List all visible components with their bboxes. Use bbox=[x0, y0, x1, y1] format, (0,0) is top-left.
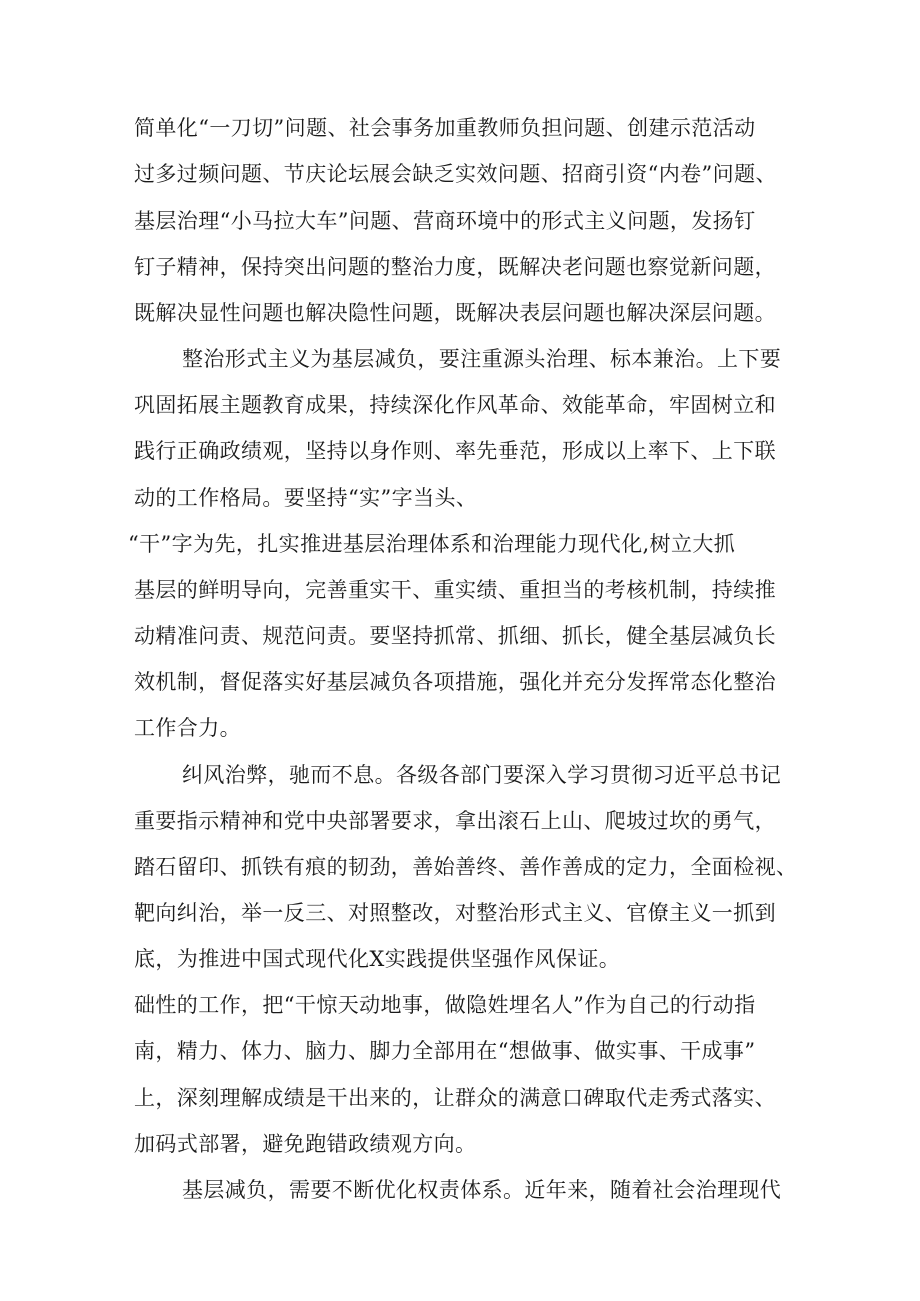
paragraph-start-line: 纠风治弊，驰而不息。各级各部门要深入学习贯彻习近平总书记 bbox=[182, 763, 782, 787]
text-line: 靶向纠治，举一反三、对照整改，对整治形式主义、官僚主义一抓到 bbox=[134, 901, 776, 925]
text-line: 南，精力、体力、脑力、脚力全部用在“想做事、做实事、干成事” bbox=[134, 1039, 756, 1063]
text-line: “干”字为先，扎实推进基层治理体系和治理能力现代化,树立大抓 bbox=[128, 532, 736, 556]
paragraph-start-line: 整治形式主义为基层减负，要注重源头治理、标本兼治。上下要 bbox=[182, 347, 782, 371]
text-line: 过多过频问题、节庆论坛展会缺乏实效问题、招商引资“内卷”问题、 bbox=[134, 162, 777, 186]
text-line: 动的工作格局。要坚持“实”字当头、 bbox=[134, 486, 478, 510]
text-line: 动精准问责、规范问责。要坚持抓常、抓细、抓长，健全基层减负长 bbox=[134, 624, 776, 648]
text-line: 基层的鲜明导向，完善重实干、重实绩、重担当的考核机制，持续推 bbox=[134, 578, 776, 602]
text-line: 上，深刻理解成绩是干出来的，让群众的满意口碑取代走秀式落实、 bbox=[134, 1086, 776, 1110]
paragraph-start-line: 基层减负，需要不断优化权责体系。近年来，随着社会治理现代 bbox=[182, 1178, 782, 1202]
text-line: 简单化“一刀切”问题、社会事务加重教师负担问题、创建示范活动 bbox=[134, 116, 756, 140]
text-line: 加码式部署，避免跑错政绩观方向。 bbox=[134, 1132, 477, 1156]
text-line: 踏石留印、抓铁有痕的韧劲，善始善终、善作善成的定力，全面检视、 bbox=[134, 855, 798, 879]
text-line: 基层治理“小马拉大车”问题、营商环境中的形式主义问题，发扬钉 bbox=[134, 209, 756, 233]
text-line: 重要指示精神和党中央部署要求，拿出滚石上山、爬坡过坎的勇气， bbox=[134, 809, 776, 833]
text-line: 础性的工作，把“干惊天动地事，做隐姓埋名人”作为自己的行动指 bbox=[134, 993, 756, 1017]
text-line: 践行正确政绩观，坚持以身作则、率先垂范，形成以上率下、上下联 bbox=[134, 439, 776, 463]
text-line: 钉子精神，保持突出问题的整治力度，既解决老问题也察觉新问题， bbox=[134, 255, 776, 279]
text-line: 工作合力。 bbox=[134, 716, 241, 740]
text-line: 底，为推进中国式现代化X实践提供坚强作风保证。 bbox=[134, 947, 621, 971]
text-line: 效机制，督促落实好基层减负各项措施，强化并充分发挥常态化整治 bbox=[134, 670, 776, 694]
text-line: 既解决显性问题也解决隐性问题，既解决表层问题也解决深层问题。 bbox=[134, 301, 776, 325]
text-line: 巩固拓展主题教育成果，持续深化作风革命、效能革命，牢固树立和 bbox=[134, 393, 776, 417]
